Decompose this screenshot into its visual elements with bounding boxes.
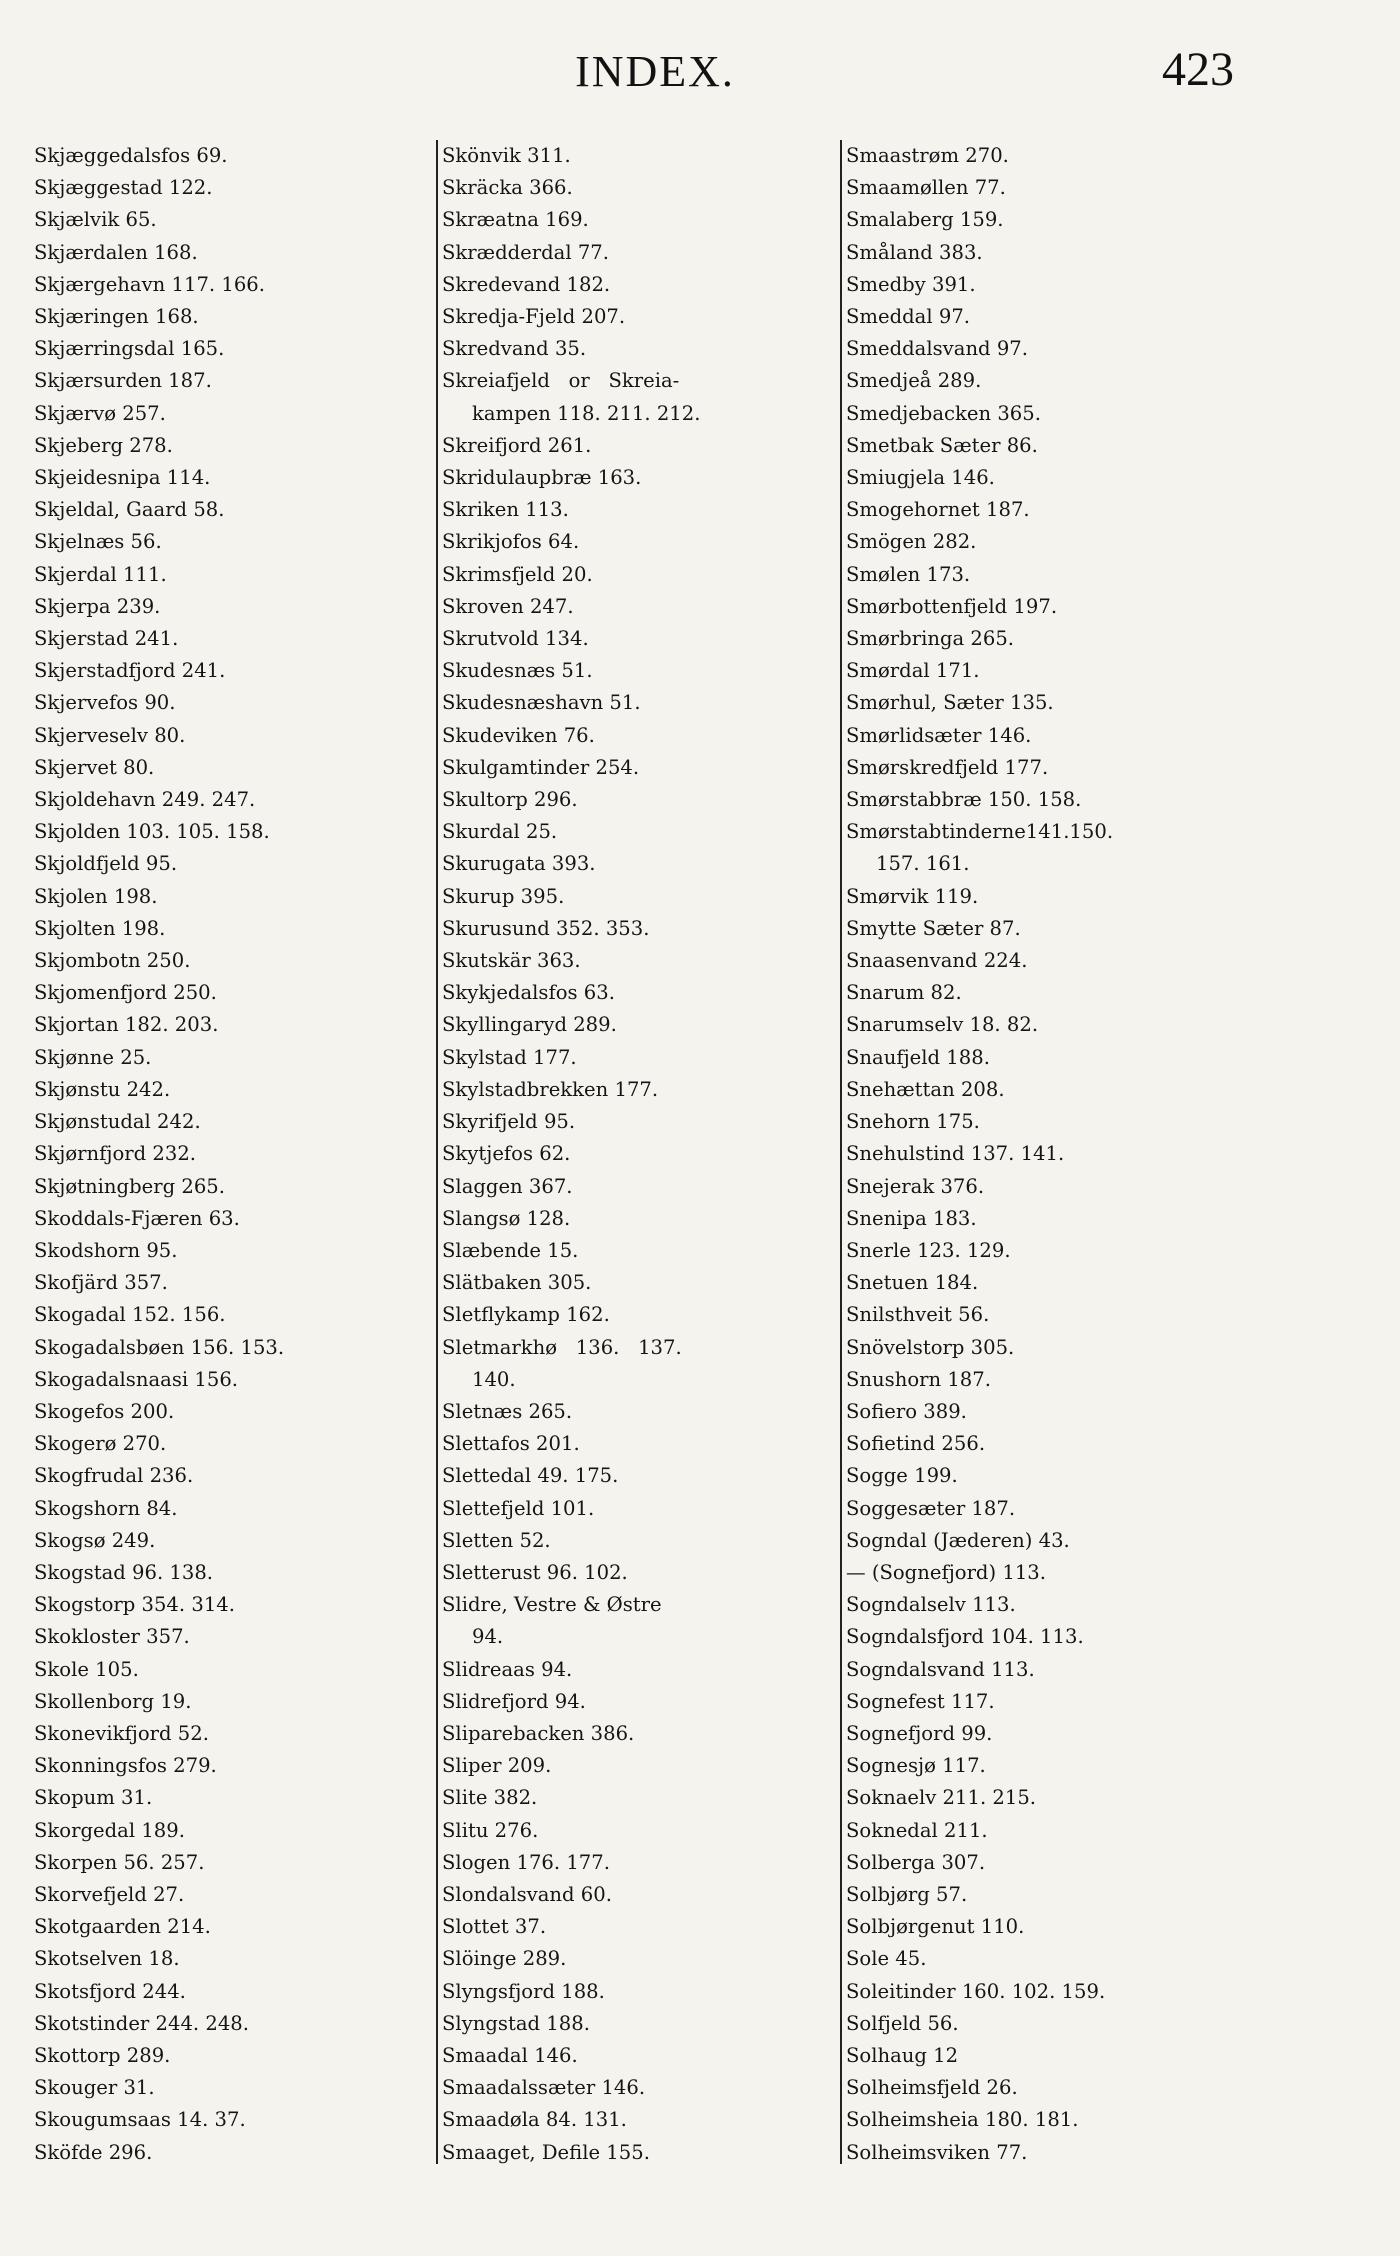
index-entry: Skredvand 35. xyxy=(442,337,587,361)
index-entry: Sognefest 117. xyxy=(846,1689,995,1713)
index-entry: Skrikjofos 64. xyxy=(442,530,580,554)
index-entry: Småland 383. xyxy=(846,240,983,264)
index-entry: Skjæggedalsfos 69. xyxy=(34,144,228,167)
index-entry: Slettedal 49. 175. xyxy=(442,1464,619,1488)
index-entry: Snehulstind 137. 141. xyxy=(846,1142,1065,1166)
index-entry: Solfjeld 56. xyxy=(846,2011,959,2035)
index-entry: Skokloster 357. xyxy=(34,1625,190,1649)
index-entry: Snaufjeld 188. xyxy=(846,1045,990,1069)
index-entry: Sletten 52. xyxy=(442,1528,551,1552)
index-entry: Snövelstorp 305. xyxy=(846,1335,1015,1359)
index-entry: Smaadøla 84. 131. xyxy=(442,2108,627,2132)
index-entry: Sogge 199. xyxy=(846,1464,958,1488)
index-entry: Skogfrudal 236. xyxy=(34,1464,194,1488)
index-entry: 140. xyxy=(472,1367,516,1391)
index-entry: Skjelnæs 56. xyxy=(34,530,162,554)
index-entry: Skogadal 152. 156. xyxy=(34,1303,226,1327)
index-entry: Sognesjø 117. xyxy=(846,1754,986,1778)
index-entry: Slottet 37. xyxy=(442,1915,547,1939)
index-entry: Smaadalssæter 146. xyxy=(442,2076,646,2100)
index-entry: Sogndal (Jæderen) 43. xyxy=(846,1528,1070,1552)
index-entry: Skole 105. xyxy=(34,1657,139,1681)
index-entry: Skjærvø 257. xyxy=(34,401,166,425)
index-entry: Skjælvik 65. xyxy=(34,208,157,232)
index-entry: Skoddals-Fjæren 63. xyxy=(34,1206,240,1230)
index-entry: Skogstad 96. 138. xyxy=(34,1560,214,1584)
index-entry: Skjervefos 90. xyxy=(34,691,176,715)
index-entry: Snarumselv 18. 82. xyxy=(846,1013,1039,1037)
index-entry: Skjerveselv 80. xyxy=(34,723,186,747)
index-entry: Smalaberg 159. xyxy=(846,208,1004,232)
index-entry: Sköfde 296. xyxy=(34,2140,153,2164)
running-header: INDEX. xyxy=(575,47,735,96)
index-entry: Skollenborg 19. xyxy=(34,1689,192,1713)
index-entry: Skjæggestad 122. xyxy=(34,176,213,200)
index-entry: Skjerstad 241. xyxy=(34,627,179,651)
index-entry: Skogsø 249. xyxy=(34,1528,156,1552)
index-entry: Snehættan 208. xyxy=(846,1077,1005,1101)
index-entry: Skotselven 18. xyxy=(34,1947,180,1971)
index-entry: Skjeidesnipa 114. xyxy=(34,466,211,490)
index-entry: Smørlidsæter 146. xyxy=(846,723,1032,747)
index-entry: Smørbringa 265. xyxy=(846,627,1015,651)
index-entry: Snetuen 184. xyxy=(846,1271,979,1295)
index-entry: Skrædderdal 77. xyxy=(442,240,610,264)
index-entry: Sogndalsfjord 104. 113. xyxy=(846,1625,1084,1649)
index-entry: Skurusund 352. 353. xyxy=(442,916,650,940)
index-entry: Skopum 31. xyxy=(34,1786,153,1810)
index-entry: Slogen 176. 177. xyxy=(442,1850,610,1874)
index-entry: Soggesæter 187. xyxy=(846,1496,1016,1520)
index-entry: Smetbak Sæter 86. xyxy=(846,433,1038,457)
index-entry: Slidre, Vestre & Østre xyxy=(442,1593,662,1617)
index-entry: Skjærringsdal 165. xyxy=(34,337,225,361)
index-entry: Smogehornet 187. xyxy=(846,498,1030,522)
index-entry: Skroven 247. xyxy=(442,594,574,618)
index-entry: Skjortan 182. 203. xyxy=(34,1013,219,1037)
index-entry: Skjeberg 278. xyxy=(34,433,173,457)
index-entry: Skodshorn 95. xyxy=(34,1238,178,1262)
index-entry: Smørdal 171. xyxy=(846,659,980,683)
index-entry: Sletnæs 265. xyxy=(442,1399,573,1423)
index-entry: Skjolden 103. 105. 158. xyxy=(34,820,270,844)
index-entry: Skreiafjeld or Skreia- xyxy=(442,369,680,393)
index-entry: Sogndalsvand 113. xyxy=(846,1657,1035,1681)
index-entry: Skjærgehavn 117. 166. xyxy=(34,272,265,296)
index-entry: Skjærdalen 168. xyxy=(34,240,198,264)
index-entry: Skotsfjord 244. xyxy=(34,1979,186,2003)
index-entry: Sliper 209. xyxy=(442,1754,552,1778)
index-entry: Solbjørg 57. xyxy=(846,1882,968,1906)
index-entry: Slyngstad 188. xyxy=(442,2011,590,2035)
index-entry: Skottorp 289. xyxy=(34,2043,171,2067)
index-entry: Skogerø 270. xyxy=(34,1432,167,1456)
index-entry: Skytjefos 62. xyxy=(442,1142,571,1166)
index-entry: Skykjedalsfos 63. xyxy=(442,981,615,1005)
index-entry: Skjerdal 111. xyxy=(34,562,167,586)
index-entry: Skrutvold 134. xyxy=(442,627,589,651)
index-entry: Soknaelv 211. 215. xyxy=(846,1786,1037,1810)
index-entry: Slöinge 289. xyxy=(442,1947,567,1971)
index-entry: Slite 382. xyxy=(442,1786,538,1810)
index-entry: Skræatna 169. xyxy=(442,208,589,232)
index-entry: Skridulaupbræ 163. xyxy=(442,466,642,490)
index-entry: Skonningsfos 279. xyxy=(34,1754,217,1778)
index-entry: Skogstorp 354. 314. xyxy=(34,1593,235,1617)
index-entry: Skogadalsnaasi 156. xyxy=(34,1367,239,1391)
index-entry: Skjønstu 242. xyxy=(34,1077,171,1101)
index-entry: Skulgamtinder 254. xyxy=(442,755,640,779)
index-entry: Skjæringen 168. xyxy=(34,305,199,329)
page-number: 423 xyxy=(1162,43,1234,96)
index-entry: Slondalsvand 60. xyxy=(442,1882,612,1906)
index-entry: Snehorn 175. xyxy=(846,1110,980,1134)
index-entry: Smørstabbræ 150. 158. xyxy=(846,788,1082,812)
index-entry: Smaadal 146. xyxy=(442,2043,578,2067)
index-entry: Skjoldehavn 249. 247. xyxy=(34,788,256,812)
index-entry: Skjørnfjord 232. xyxy=(34,1142,197,1166)
index-entry: Skjolten 198. xyxy=(34,916,166,940)
index-entry: 94. xyxy=(472,1625,504,1649)
index-entry: Smaastrøm 270. xyxy=(846,144,1009,167)
index-entry: Sletflykamp 162. xyxy=(442,1303,610,1327)
index-entry: Skultorp 296. xyxy=(442,788,578,812)
index-entry: Snilsthveit 56. xyxy=(846,1303,990,1327)
index-entry: Slettefjeld 101. xyxy=(442,1496,595,1520)
index-entry: Skogefos 200. xyxy=(34,1399,175,1423)
index-entry: Skouger 31. xyxy=(34,2076,155,2100)
index-entry: Skjombotn 250. xyxy=(34,949,191,973)
index-entry: Sletmarkhø 136. 137. xyxy=(442,1335,682,1359)
index-entry: Skogadalsbøen 156. 153. xyxy=(34,1335,285,1359)
index-entry: Skylstad 177. xyxy=(442,1045,577,1069)
index-entry: Slettafos 201. xyxy=(442,1432,580,1456)
index-entry: Solheimsviken 77. xyxy=(846,2140,1028,2164)
index-entry: Skorvefjeld 27. xyxy=(34,1882,185,1906)
index-entry: Smølen 173. xyxy=(846,562,971,586)
index-entry: Skudeviken 76. xyxy=(442,723,595,747)
index-entry: Smögen 282. xyxy=(846,530,977,554)
index-entry: Slätbaken 305. xyxy=(442,1271,592,1295)
index-entry: Skjoldfjeld 95. xyxy=(34,852,178,876)
index-entry: Skotgaarden 214. xyxy=(34,1915,211,1939)
index-entry: Skräcka 366. xyxy=(442,176,573,200)
index-entry: Snushorn 187. xyxy=(846,1367,991,1391)
index-entry: Soknedal 211. xyxy=(846,1818,988,1842)
index-entry: Skyllingaryd 289. xyxy=(442,1013,617,1037)
index-entry: Sognefjord 99. xyxy=(846,1721,993,1745)
index-entry: Smørhul, Sæter 135. xyxy=(846,691,1054,715)
index-entry: Snenipa 183. xyxy=(846,1206,977,1230)
index-entry: Smeddal 97. xyxy=(846,305,971,329)
index-entry: Skorpen 56. 257. xyxy=(34,1850,205,1874)
index-entry: Skjønstudal 242. xyxy=(34,1110,201,1134)
index-entry: Skriken 113. xyxy=(442,498,569,522)
index-entry: Skurugata 393. xyxy=(442,852,596,876)
index-entry: Skönvik 311. xyxy=(442,144,571,167)
index-entry: Sole 45. xyxy=(846,1947,927,1971)
index-entry: Sogndalselv 113. xyxy=(846,1593,1016,1617)
index-entry: Slaggen 367. xyxy=(442,1174,573,1198)
index-entry: Snejerak 376. xyxy=(846,1174,985,1198)
index-entry: Smaaget, Defile 155. xyxy=(442,2140,650,2164)
index-entry: Smørskredfjeld 177. xyxy=(846,755,1049,779)
index-entry: Smytte Sæter 87. xyxy=(846,916,1021,940)
index-entry: Smedjeå 289. xyxy=(846,369,982,393)
index-entry: Sofiero 389. xyxy=(846,1399,967,1423)
index-entry: Smedby 391. xyxy=(846,272,976,296)
index-entry: Skotstinder 244. 248. xyxy=(34,2011,249,2035)
index-entry: Slitu 276. xyxy=(442,1818,539,1842)
index-entry: Sofietind 256. xyxy=(846,1432,986,1456)
index-entry: Slidreaas 94. xyxy=(442,1657,573,1681)
index-entry: Skjeldal, Gaard 58. xyxy=(34,498,225,522)
index-entry: — (Sognefjord) 113. xyxy=(846,1560,1046,1584)
index-entry: Slæbende 15. xyxy=(442,1238,579,1262)
index-entry: Skredevand 182. xyxy=(442,272,611,296)
index-entry: Smørstabtinderne141.150. xyxy=(846,820,1114,844)
index-entry: Skyrifjeld 95. xyxy=(442,1110,576,1134)
index-entry: Solheimsfjeld 26. xyxy=(846,2076,1018,2100)
index-entry: Smørvik 119. xyxy=(846,884,979,908)
index-entry: Snerle 123. 129. xyxy=(846,1238,1011,1262)
index-entry: Skrimsfjeld 20. xyxy=(442,562,593,586)
index-entry: Skurup 395. xyxy=(442,884,565,908)
index-entry: Skylstadbrekken 177. xyxy=(442,1077,659,1101)
index-entry: Skutskär 363. xyxy=(442,949,581,973)
index-entry: Skougumsaas 14. 37. xyxy=(34,2108,246,2132)
index-entry: Skjolen 198. xyxy=(34,884,158,908)
index-entry: Solbjørgenut 110. xyxy=(846,1915,1025,1939)
index-entry: Skurdal 25. xyxy=(442,820,558,844)
index-entry: Snarum 82. xyxy=(846,981,962,1005)
index-entry: Skreifjord 261. xyxy=(442,433,592,457)
index-entry: Smaamøllen 77. xyxy=(846,176,1006,200)
index-entry: Skjervet 80. xyxy=(34,755,155,779)
index-entry: Skogshorn 84. xyxy=(34,1496,178,1520)
index-entry: Skredja-Fjeld 207. xyxy=(442,305,626,329)
index-entry: Solhaug 12 xyxy=(846,2043,959,2067)
index-entry: Smiugjela 146. xyxy=(846,466,995,490)
index-entry: Skjomenfjord 250. xyxy=(34,981,217,1005)
index-entry: 157. 161. xyxy=(876,852,970,876)
index-entry: Skjerstadfjord 241. xyxy=(34,659,226,683)
index-entry: Skudesnæshavn 51. xyxy=(442,691,641,715)
index-entry: Skonevikfjord 52. xyxy=(34,1721,209,1745)
index-entry: Skudesnæs 51. xyxy=(442,659,593,683)
index-entry: Slidrefjord 94. xyxy=(442,1689,586,1713)
index-entry: Skjønne 25. xyxy=(34,1045,152,1069)
index-entry: Skjærsurden 187. xyxy=(34,369,212,393)
index-entry: Smeddalsvand 97. xyxy=(846,337,1028,361)
index-column-2 xyxy=(436,140,846,2164)
index-entry: Skofjärd 357. xyxy=(34,1271,168,1295)
index-column-3 xyxy=(840,140,1260,2164)
index-entry: Skorgedal 189. xyxy=(34,1818,185,1842)
index-column-1 xyxy=(34,140,410,2169)
index-entry: kampen 118. 211. 212. xyxy=(472,401,701,425)
index-entry: Snaasenvand 224. xyxy=(846,949,1028,973)
index-entry: Sliparebacken 386. xyxy=(442,1721,635,1745)
index-entry: Slangsø 128. xyxy=(442,1206,571,1230)
index-entry: Skjerpa 239. xyxy=(34,594,161,618)
index-entry: Smedjebacken 365. xyxy=(846,401,1041,425)
index-entry: Solberga 307. xyxy=(846,1850,986,1874)
index-entry: Soleitinder 160. 102. 159. xyxy=(846,1979,1106,2003)
index-entry: Solheimsheia 180. 181. xyxy=(846,2108,1079,2132)
index-entry: Smørbottenfjeld 197. xyxy=(846,594,1058,618)
index-entry: Sletterust 96. 102. xyxy=(442,1560,628,1584)
index-entry: Skjøtningberg 265. xyxy=(34,1174,225,1198)
index-entry: Slyngsfjord 188. xyxy=(442,1979,605,2003)
